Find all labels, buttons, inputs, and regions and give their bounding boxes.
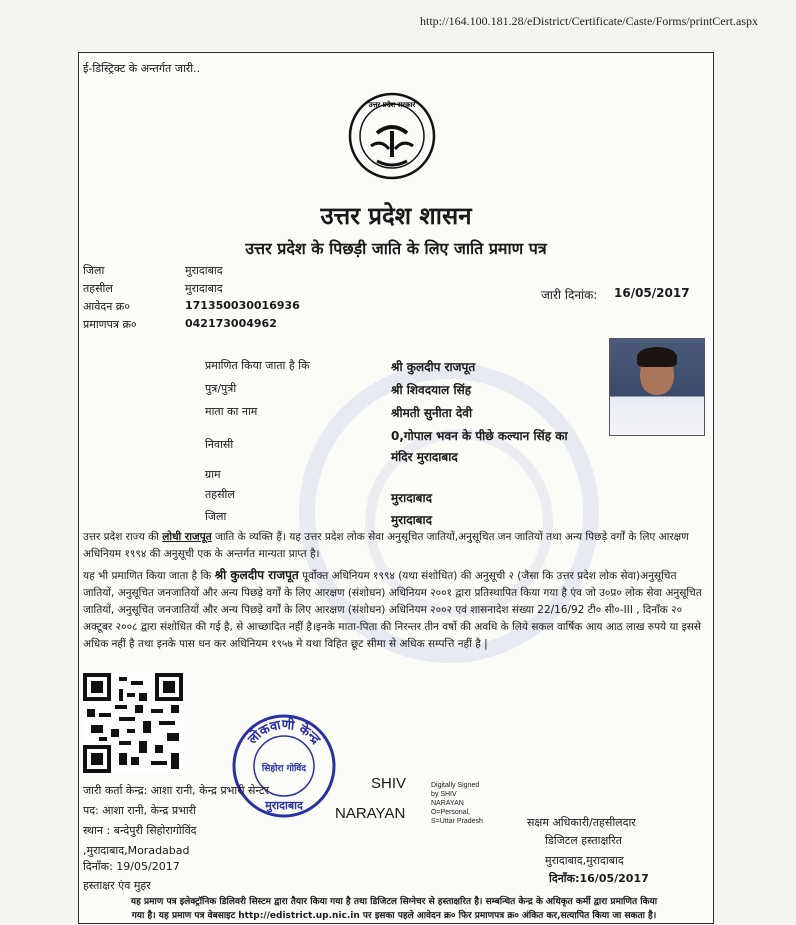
page-title: उत्तर प्रदेश शासन — [320, 202, 472, 230]
person-tehsil-value: मुरादाबाद — [391, 491, 433, 505]
resident-label: निवासी — [205, 438, 234, 451]
address-line2: मंदिर मुरादाबाद — [391, 450, 458, 464]
issue-date-label: जारी दिनांक: — [541, 288, 598, 302]
issuer-date: दिनाँक: 19/05/2017 — [83, 860, 180, 873]
authority-signed: डिजिटल हस्ताक्षरित — [545, 834, 622, 847]
mother-label: माता का नाम — [205, 405, 258, 418]
authority-title: सक्षम अधिकारी/तहसीलदार — [527, 816, 636, 829]
mother-name: श्रीमती सुनीता देवी — [391, 406, 473, 420]
qr-code-icon — [83, 673, 183, 773]
certificate-paragraph-2: यह भी प्रमाणित किया जाता है कि श्री कुलदीप राजपूत पूर्वोक्त अधिनियम १९९४ (यथा संशोधित) की अनुसूची २ (जैसा कि उत्तर प्रदेश लोक सेवा)अनुसूचित जातियों, अनुसूचित जनजातियों और अन्य पिछड़े वर्गों के लिए आरक्षण (संशोधन) अधिनियम २००१ द्वारा प्रतिस्थापित किया गया है एंव जो उ०प्र० लोक सेवा अनुसूचित जातियों, अनुसूचित जनजातियों और अन्य पिछड़े वर्गों के लिए आरक्षण (संशोधन) अधिनियम २००२ एवं शासनादेश संख्या 22/16/92 टी० सी०-III , दिनाँक २० अक्टूबर २००८ द्वारा संशोधित की गई है, से आच्छादित नहीं है।इनके माता-पिता की निरन्तर तीन वर्षो की अवधि के लिये सकल वार्षिक आय आठ लाख रुपये या इससे अधिक नहीं है तथा इनके पास धन कर अधिनियम १९५७ मे यथा विहित छूट सीमा से अधिक सम्पत्ति नहीं है | — [83, 568, 702, 650]
issuer-centre: जारी कर्ता केन्द्र: आशा रानी, केन्द्र प्रभारी सेन्टर — [83, 784, 269, 797]
certify-label: प्रमाणित किया जाता है कि — [205, 359, 310, 372]
issuer-post: पद: आशा रानी, केन्द्र प्रभारी — [83, 804, 197, 817]
certificate-number: 042173004962 — [185, 317, 277, 330]
son-label: पुत्र/पुत्री — [205, 382, 237, 395]
digital-sign-name2: NARAYAN — [335, 805, 406, 822]
application-number: 171350030016936 — [185, 299, 300, 312]
issue-date-value: 16/05/2017 — [614, 286, 690, 300]
state-emblem-icon — [347, 91, 437, 181]
page-subtitle: उत्तर प्रदेश के पिछड़ी जाति के लिए जाति प्रमाण पत्र — [245, 239, 547, 258]
authority-place: मुरादाबाद,मुरादाबाद — [545, 854, 624, 867]
certificate-sheet — [78, 52, 714, 924]
certificate-paragraph-1: उत्तर प्रदेश राज्य की लोधी राजपूत जाति के व्यक्ति हैं। यह उत्तर प्रदेश लोक सेवा अनुसूचित जातियों,अनुसूचित जन जातियों तथा अन्य पिछड़े वर्गों के लिए आरक्षण अधिनियम १९९४ की अनुसूची एक के अन्तर्गत मान्यता प्राप्त है। — [83, 531, 689, 560]
svg-text:सिहोरा गोविंद: सिहोरा गोविंद — [261, 764, 307, 774]
svg-text:लोकवाणी केन्द्र: लोकवाणी केन्द्र — [245, 717, 323, 748]
paragraph-applicant-name: श्री कुलदीप राजपूत — [214, 568, 299, 582]
address-line1: 0,गोपाल भवन के पीछे कल्यान सिंह का — [391, 429, 568, 443]
tehsil-label: तहसील — [83, 282, 113, 295]
district-value: मुरादाबाद — [185, 264, 223, 277]
certificate-label: प्रमाणपत्र क्र० — [83, 318, 137, 331]
person-district-label: जिला — [205, 510, 227, 523]
issuer-sign-label: हस्ताक्षर एंव मुहर — [83, 879, 151, 892]
digital-sign-details: Digitally Signed by SHIV NARAYAN O=Personal, S=Uttar Pradesh — [431, 782, 483, 825]
authority-date: दिनाँक:16/05/2017 — [549, 872, 649, 885]
father-name: श्री शिवदयाल सिंह — [391, 383, 472, 397]
applicant-name: श्री कुलदीप राजपूत — [391, 360, 476, 374]
person-district-value: मुरादाबाद — [391, 513, 433, 527]
footer-note: यह प्रमाण पत्र इलेक्ट्रॉनिक डिलिवरी सिस्टम द्वारा तैयार किया गया है तथा डिजिटल सिग्नेचर से हस्ताक्षरित है। सम्बन्धित केन्द्र के अधिकृत कर्मी द्वारा प्रमाणित किया गया है। यह प्रमाण पत्र वेबसाइट http://edistrict.up.nic.in पर इसका पहले आवेदन क्र० फिर प्रमाणपत्र क्र० अंकित कर,सत्यापित किया जा सकता है। — [130, 897, 658, 921]
person-tehsil-label: तहसील — [205, 488, 235, 501]
svg-text:मुरादाबाद: मुरादाबाद — [265, 799, 303, 812]
district-label: जिला — [83, 264, 105, 277]
issuer-city: ,मुरादाबाद,Moradabad — [83, 844, 190, 857]
issued-under-text: ई-डिस्ट्रिक्ट के अन्तर्गत जारी.. — [83, 62, 201, 75]
application-label: आवेदन क्र० — [83, 300, 130, 313]
page-url: http://164.100.181.28/eDistrict/Certificate/Caste/Forms/printCert.aspx — [420, 14, 758, 28]
lokvani-seal-icon — [231, 713, 337, 819]
caste-name: लोधी राजपूत — [162, 531, 212, 543]
applicant-photo — [609, 338, 705, 436]
digital-sign-name1: SHIV — [371, 775, 407, 792]
tehsil-value: मुरादाबाद — [185, 282, 223, 295]
issuer-place: स्थान : बन्देपुरी सिहोरागोविंद — [83, 824, 197, 837]
svg-text:उत्तर प्रदेश सरकार: उत्तर प्रदेश सरकार — [368, 101, 416, 109]
village-label: ग्राम — [205, 468, 221, 481]
